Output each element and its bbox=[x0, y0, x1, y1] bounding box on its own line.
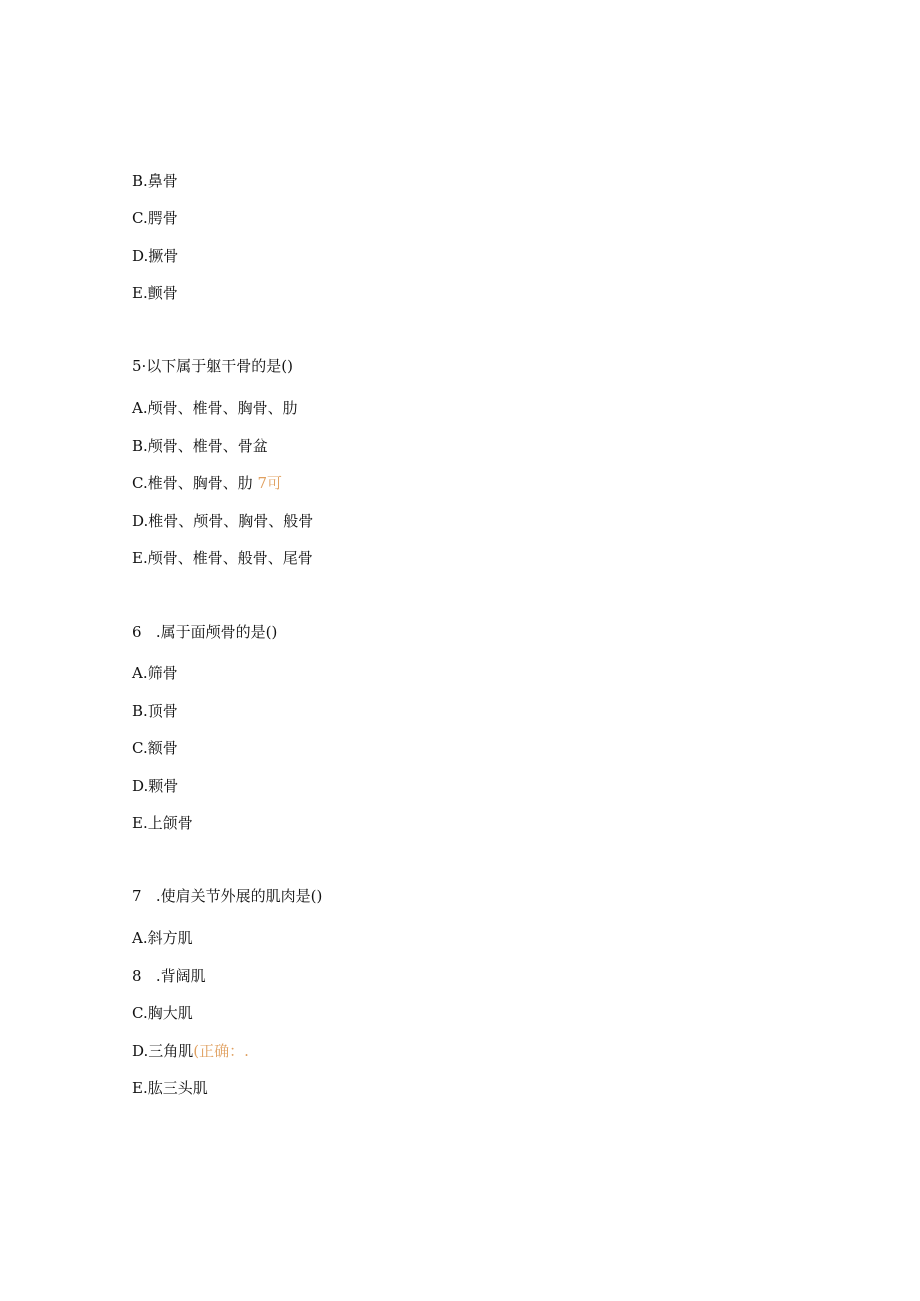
q7-option-b: 8 .背阔肌 bbox=[132, 967, 206, 985]
q5-option-b: B.颅骨、椎骨、骨盆 bbox=[132, 437, 268, 455]
q7-option-c: C.胸大肌 bbox=[132, 1004, 193, 1022]
answer-annotation: (正确：. bbox=[193, 1042, 249, 1060]
q6-option-b: B.顶骨 bbox=[132, 702, 178, 720]
q4-option-d: D.撅骨 bbox=[132, 247, 179, 265]
q6-option-c: C.额骨 bbox=[132, 739, 178, 757]
q5-option-d: D.椎骨、颅骨、胸骨、般骨 bbox=[132, 512, 314, 530]
q7-option-d-text: D.三角肌 bbox=[132, 1042, 194, 1060]
q4-option-b: B.鼻骨 bbox=[132, 172, 178, 190]
q5-option-c bbox=[132, 473, 282, 493]
q5-option-c-text: C.椎骨、胸骨、肋 bbox=[132, 474, 253, 492]
q7-option-a: A.斜方肌 bbox=[132, 929, 193, 947]
q6-option-a: A.筛骨 bbox=[132, 664, 178, 682]
q6-option-e: E.上颌骨 bbox=[132, 814, 193, 832]
q4-option-e: E.颤骨 bbox=[132, 284, 178, 302]
q6-option-d: D.颗骨 bbox=[132, 777, 179, 795]
q5-question: 5·以下属于躯干骨的是() bbox=[132, 357, 294, 375]
q7-question: 7 .使肩关节外展的肌肉是() bbox=[132, 887, 323, 905]
q5-option-a: A.颅骨、椎骨、胸骨、肋 bbox=[132, 399, 298, 417]
answer-annotation: 7可 bbox=[257, 474, 283, 492]
q7-option-d bbox=[132, 1041, 249, 1061]
q5-option-e: E.颅骨、椎骨、般骨、尾骨 bbox=[132, 549, 313, 567]
q6-question: 6 .属于面颅骨的是() bbox=[132, 623, 278, 641]
q4-option-c: C.腭骨 bbox=[132, 209, 178, 227]
q7-option-e: E.肱三头肌 bbox=[132, 1079, 208, 1097]
